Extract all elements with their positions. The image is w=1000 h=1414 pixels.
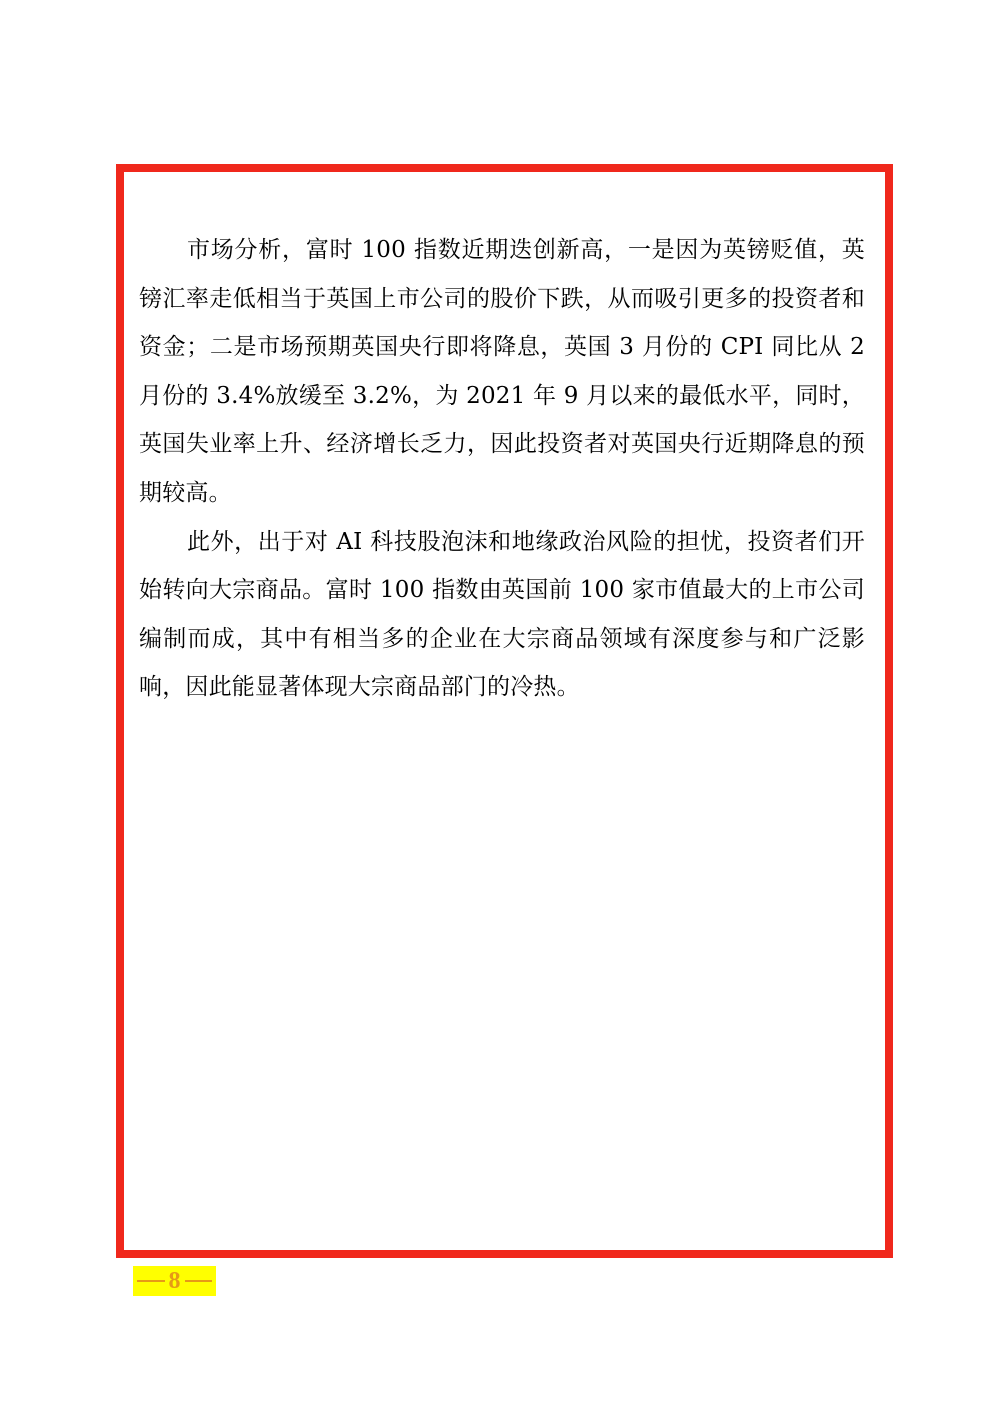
left-dash [137, 1280, 165, 1282]
document-body [139, 226, 865, 712]
paragraph-market-analysis: 市场分析，富时 100 指数近期迭创新高，一是因为英镑贬值，英镑汇率走低相当于英国上市公司的股价下跌，从而吸引更多的投资者和资金；二是市场预期英国央行即将降息，英国 3 月份的 CPI 同比从 2 月份的 3.4%放缓至 3.2%，为 2021 年 9 月以来的最低水平，同时，英国失业率上升、经济增长乏力，因此投资者对英国央行近期降息的预期较高。 [139, 237, 865, 506]
page-number-badge [133, 1266, 216, 1296]
paragraph-commodities: 此外，出于对 AI 科技股泡沫和地缘政治风险的担忧，投资者们开始转向大宗商品。富时 100 指数由英国前 100 家市值最大的上市公司编制而成，其中有相当多的企业在大宗商品领域有深度参与和广泛影响，因此能显著体现大宗商品部门的冷热。 [139, 528, 865, 701]
page-number: 8 [168, 1267, 181, 1294]
right-dash [185, 1280, 213, 1282]
